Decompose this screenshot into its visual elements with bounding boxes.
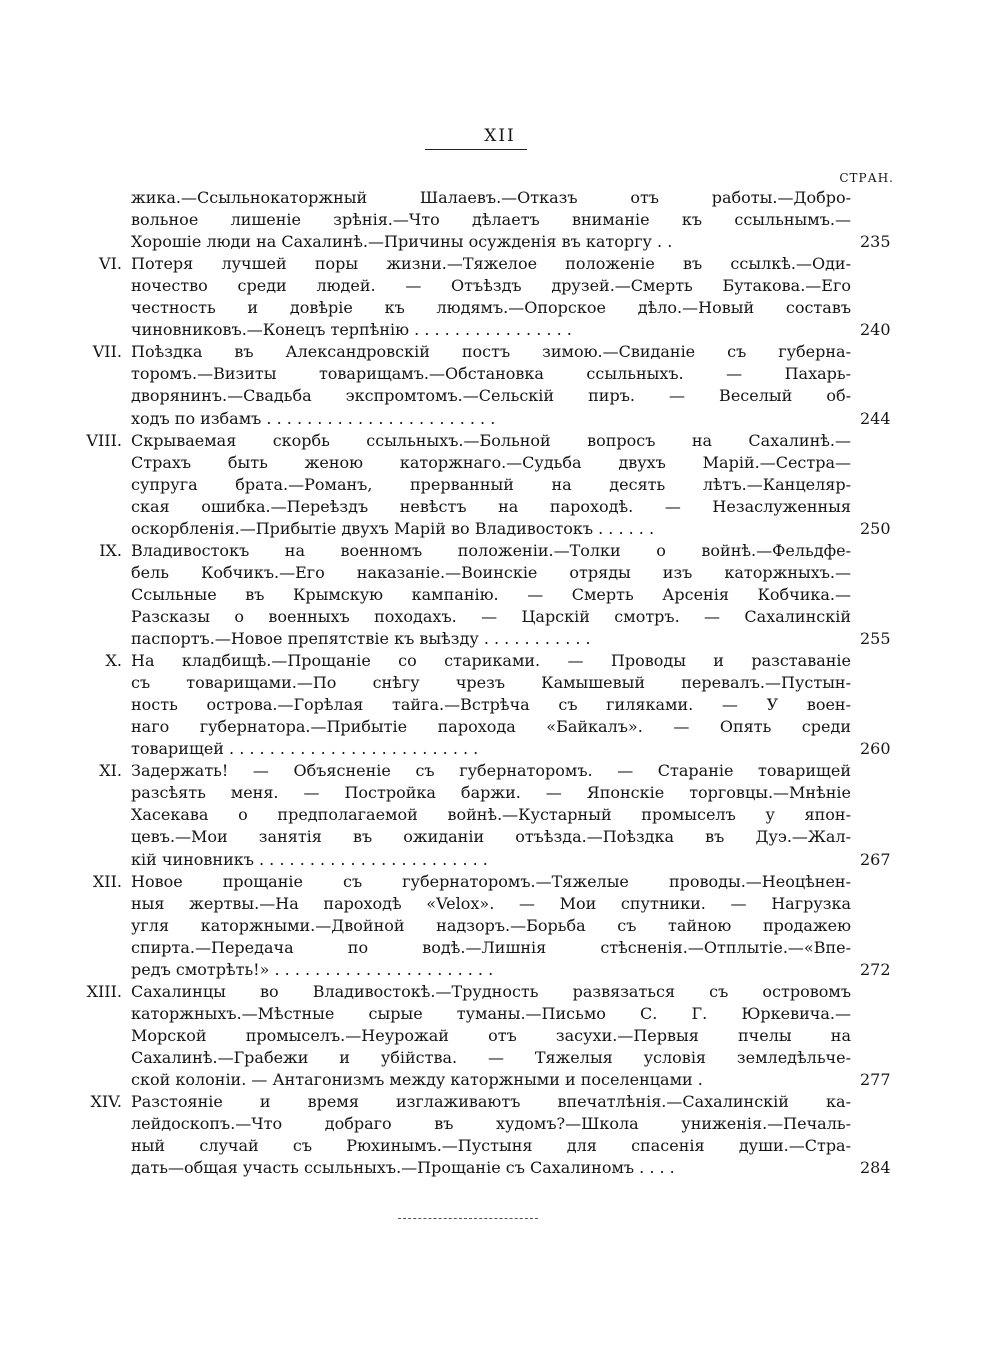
toc-line-text: лейдоскопъ.—Что добраго въ худомъ?—Школа униженія.—Печаль-	[131, 1114, 851, 1134]
toc-line	[131, 231, 851, 253]
toc-line	[131, 893, 851, 915]
toc-line	[131, 385, 851, 407]
toc-line	[131, 1025, 851, 1047]
toc-line	[131, 430, 851, 452]
header-rule	[425, 149, 527, 150]
toc-line	[131, 1047, 851, 1069]
toc-line	[131, 694, 851, 716]
toc-line-text: ность острова.—Горѣлая тайга.—Встрѣча съ гиляками. — У воен-	[131, 695, 851, 715]
chapter-page-number: 250	[860, 518, 891, 538]
chapter-page-number: 277	[860, 1070, 891, 1089]
toc-line-text: Ссыльные въ Крымскую кампанію. — Смерть Арсенія Кобчика.—	[131, 584, 851, 604]
toc-line-text: Потеря лучшей поры жизни.—Тяжелое положеніе въ ссылкѣ.—Оди-	[131, 254, 851, 274]
toc-line	[131, 782, 851, 804]
toc-line-text: Скрываемая скорбь ссыльныхъ.—Больной вопросъ на Сахалинѣ.—	[131, 430, 851, 450]
toc-line-text: Владивостокъ на военномъ положеніи.—Толки о войнѣ.—Фельдфе-	[131, 540, 851, 560]
toc-line-text: ныя жертвы.—На пароходѣ «Velox». — Мои спутники. — Нагрузка	[131, 893, 851, 913]
toc-line	[131, 804, 851, 826]
toc-line	[131, 915, 851, 937]
toc-line-text: Новое прощаніе съ губернаторомъ.—Тяжелые проводы.—Неоцѣнен-	[131, 871, 851, 891]
toc-line	[131, 716, 851, 738]
toc-line-text: товарищей . . . . . . . . . . . . . . . . . . . . . . . . .	[131, 739, 479, 759]
toc-line	[131, 1135, 851, 1157]
toc-line	[131, 981, 851, 1003]
chapter-page-number: 244	[860, 408, 891, 428]
toc-line-text: ночество среди людей. — Отъѣздъ друзей.—Смерть Бутакова.—Его	[131, 276, 851, 296]
toc-line-text: Разстояніе и время изглаживаютъ впечатлѣнія.—Сахалинскій ка-	[131, 1092, 851, 1112]
toc-line-text: Поѣздка въ Александровскій постъ зимою.—Свиданіе съ губерна-	[131, 342, 851, 362]
chapter-numeral: VII.	[92, 342, 122, 362]
toc-line-text: торомъ.—Визиты товарищамъ.—Обстановка ссыльныхъ. — Пахарь-	[131, 364, 851, 384]
toc-line-text: кій чиновникъ . . . . . . . . . . . . . . . . . . . . . . .	[131, 849, 488, 869]
toc-line	[131, 1113, 851, 1135]
toc-line	[131, 187, 851, 209]
toc-line-text: На кладбищѣ.—Прощаніе со стариками. — Проводы и разставаніе	[131, 651, 851, 671]
chapter-numeral: VI.	[99, 254, 122, 274]
toc-line	[131, 937, 851, 959]
toc-line	[131, 496, 851, 518]
toc-line-text: оскорбленія.—Прибытіе двухъ Марій во Владивостокъ . . . . . .	[131, 518, 655, 538]
toc-line-text: Морской промыселъ.—Неурожай отъ засухи.—Первыя пчелы на	[131, 1025, 851, 1045]
chapter-page-number: 284	[860, 1158, 891, 1178]
toc-line-text: съ товарищами.—По снѣгу чрезъ Камышевый перевалъ.—Пустын-	[131, 673, 851, 693]
toc-line	[131, 518, 851, 540]
toc-line-text: дворянинъ.—Свадьба экспромтомъ.—Сельскій пиръ. — Веселый об-	[131, 386, 851, 406]
toc-line	[131, 606, 851, 628]
chapter-page-number: 255	[860, 629, 891, 648]
toc-line-text: ный случай съ Рюхинымъ.—Пустыня для спасенія души.—Стра-	[131, 1136, 851, 1156]
toc-line-text: угля каторжными.—Двойной надзоръ.—Борьба съ тайною продажею	[131, 915, 851, 935]
toc-line	[131, 628, 851, 650]
toc-line-text: Страхъ быть женою каторжнаго.—Судьба двухъ Марій.—Сестра—	[131, 452, 851, 472]
chapter-page-number: 272	[860, 959, 891, 979]
toc-line-text: спирта.—Передача по водѣ.—Лишнія стѣсненія.—Отплытіе.—«Впе-	[131, 937, 851, 957]
chapter-page-number: 260	[860, 739, 891, 759]
toc-line	[131, 871, 851, 893]
toc-line-text: супруга брата.—Романъ, прерванный на десять лѣтъ.—Канцеляр-	[131, 474, 851, 494]
toc-line	[131, 363, 851, 385]
toc-line	[131, 849, 851, 871]
chapter-numeral: XIV.	[90, 1092, 122, 1112]
toc-line-text: Хасекава о предполагаемой войнѣ.—Кустарный промыселъ у япон-	[131, 805, 851, 825]
page-header-roman: XII	[484, 126, 516, 146]
toc-line	[131, 562, 851, 584]
toc-line	[131, 319, 851, 341]
toc-line	[131, 1091, 851, 1113]
toc-line	[131, 959, 851, 981]
toc-line	[131, 297, 851, 319]
footer-ornament-rule	[398, 1218, 538, 1219]
toc-line	[131, 760, 851, 782]
toc-line-text: Сахалинѣ.—Грабежи и убійства. — Тяжелыя условія земледѣльче-	[131, 1047, 851, 1067]
toc-line	[131, 584, 851, 606]
toc-line	[131, 275, 851, 297]
page-column-label: СТРАН.	[839, 171, 894, 185]
toc-line-text: наго губернатора.—Прибытіе парохода «Байкалъ». — Опять среди	[131, 717, 851, 737]
toc-line	[131, 1069, 851, 1091]
toc-line-text: цевъ.—Мои занятія въ ожиданіи отъѣзда.—Поѣздка въ Дуэ.—Жал-	[131, 827, 851, 847]
chapter-page-number: 267	[860, 849, 891, 869]
chapter-numeral: X.	[105, 651, 122, 671]
toc-line	[131, 408, 851, 430]
toc-line-text: ходъ по избамъ . . . . . . . . . . . . . . . . . . . . . . .	[131, 408, 496, 428]
chapter-numeral: XIII.	[86, 981, 122, 1001]
toc-line	[131, 672, 851, 694]
toc-line	[131, 738, 851, 760]
toc-line-text: редъ смотрѣть!» . . . . . . . . . . . . . . . . . . . . . .	[131, 959, 494, 979]
toc-line-text: ской колоніи. — Антагонизмъ между каторжными и поселенцами .	[131, 1070, 703, 1089]
toc-line-text: вольное лишеніе зрѣнія.—Что дѣлаетъ вниманіе къ ссыльнымъ.—	[131, 210, 851, 230]
chapter-numeral: XI.	[99, 761, 122, 781]
toc-line	[131, 1157, 851, 1179]
toc-line-text: Хорошіе люди на Сахалинѣ.—Причины осужденія въ каторгу . .	[131, 232, 673, 252]
toc-line-text: разсѣять меня. — Постройка баржи. — Японскіе торговцы.—Мнѣніе	[131, 783, 851, 803]
toc-line-text: дать—общая участь ссыльныхъ.—Прощаніе съ Сахалиномъ . . . .	[131, 1158, 675, 1178]
toc-line-text: ская ошибка.—Переѣздъ невѣстъ на пароходѣ. — Незаслуженныя	[131, 496, 851, 516]
toc-line-text: бель Кобчикъ.—Его наказаніе.—Воинскіе отряды изъ каторжныхъ.—	[131, 562, 851, 582]
toc-line	[131, 826, 851, 848]
toc-line	[131, 540, 851, 562]
toc-line	[131, 650, 851, 672]
toc-line-text: чиновниковъ.—Конецъ терпѣнію . . . . . . . . . . . . . . . .	[131, 320, 572, 340]
toc-line	[131, 341, 851, 363]
toc-line	[131, 209, 851, 231]
chapter-numeral: IX.	[99, 540, 122, 560]
toc-line-text: честность и довѣріе къ людямъ.—Опорское дѣло.—Новый составъ	[131, 298, 851, 318]
toc-line	[131, 474, 851, 496]
toc-line	[131, 253, 851, 275]
toc-line-text: Разсказы о военныхъ походахъ. — Царскій смотръ. — Сахалинскій	[131, 606, 851, 626]
toc-line-text: паспортъ.—Новое препятствіе къ выѣзду . . . . . . . . . . .	[131, 629, 591, 648]
toc-line-text: жика.—Ссыльнокаторжный Шалаевъ.—Отказъ отъ работы.—Добро-	[131, 188, 851, 207]
toc-line-text: каторжныхъ.—Мѣстные сырые туманы.—Письмо С. Г. Юркевича.—	[131, 1003, 851, 1023]
toc-line	[131, 452, 851, 474]
toc-line-text: Задержать! — Объясненіе съ губернаторомъ. — Стараніе товарищей	[131, 761, 851, 781]
chapter-page-number: 240	[860, 320, 891, 340]
chapter-page-number: 235	[860, 232, 891, 252]
chapter-numeral: XII.	[92, 871, 122, 891]
chapter-numeral: VIII.	[86, 430, 122, 450]
toc-line-text: Сахалинцы во Владивостокѣ.—Трудность развязаться съ островомъ	[131, 981, 851, 1001]
toc-line	[131, 1003, 851, 1025]
